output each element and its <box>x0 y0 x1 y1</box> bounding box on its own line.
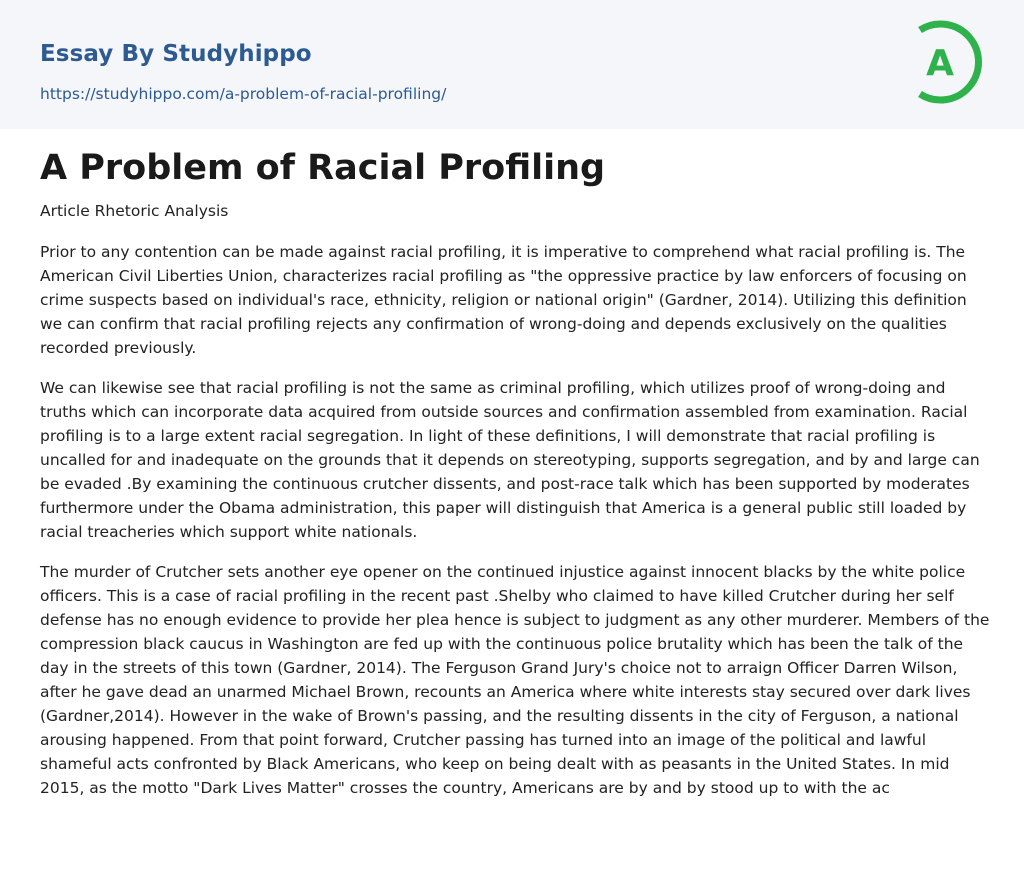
article-subtitle: Article Rhetoric Analysis <box>40 202 229 220</box>
essay-url-link[interactable]: https://studyhippo.com/a-problem-of-racial-profiling/ <box>40 85 447 103</box>
article-paragraph: The murder of Crutcher sets another eye opener on the continued injustice against innocent blacks by the white police officers. This is a case of racial profiling in the recent past .Shelby who claimed to have killed Crutcher during her self defense has no enough evidence to provide her plea hence is subject to judgment as any other murderer. Members of the compression black caucus in Washington are fed up with the continuous police brutality which has been the talk of the day in the streets of this town (Gardner, 2014). The Ferguson Grand Jury's choice not to arraign Officer Darren Wilson, after he gave dead an unarmed Michael Brown, recounts an America where white interests stay secured over dark lives (Gardner,2014). However in the wake of Brown's passing, and the resulting dissents in the city of Ferguson, a national arousing happened. From that point forward, Crutcher passing has turned into an image of the political and lawful shameful acts confronted by Black Americans, who keep on being dealt with as peasants in the United States. In mid 2015, as the motto "Dark Lives Matter" crosses the country, Americans are by and by stood up to with the ac <box>40 563 990 797</box>
article-body <box>40 240 990 816</box>
logo-letter: A <box>926 43 954 84</box>
article-paragraph: We can likewise see that racial profiling is not the same as criminal profiling, which utilizes proof of wrong-doing and truths which can incorporate data acquired from outside sources and confirmation assembled from examination. Racial profiling is to a large extent racial segregation. In light of these definitions, I will demonstrate that racial profiling is uncalled for and inadequate on the grounds that it depends on stereotyping, supports segregation, and by and large can be evaded .By examining the continuous crutcher dissents, and post-race talk which has been supported by moderates furthermore under the Obama administration, this paper will distinguish that America is a general public still loaded by racial treacheries which support white nationals. <box>40 379 980 541</box>
article-paragraph: Prior to any contention can be made against racial profiling, it is imperative to comprehend what racial profiling is. The American Civil Liberties Union, characterizes racial profiling as "the oppressive practice by law enforcers of focusing on crime suspects based on individual's race, ethnicity, religion or national origin" (Gardner, 2014). Utilizing this definition we can confirm that racial profiling rejects any confirmation of wrong-doing and depends exclusively on the qualities recorded previously. <box>40 243 967 357</box>
site-header <box>0 0 1024 129</box>
studyhippo-logo-icon[interactable] <box>912 19 986 105</box>
site-brand[interactable]: Essay By Studyhippo <box>40 41 312 67</box>
article-title: A Problem of Racial Profiling <box>40 148 606 188</box>
